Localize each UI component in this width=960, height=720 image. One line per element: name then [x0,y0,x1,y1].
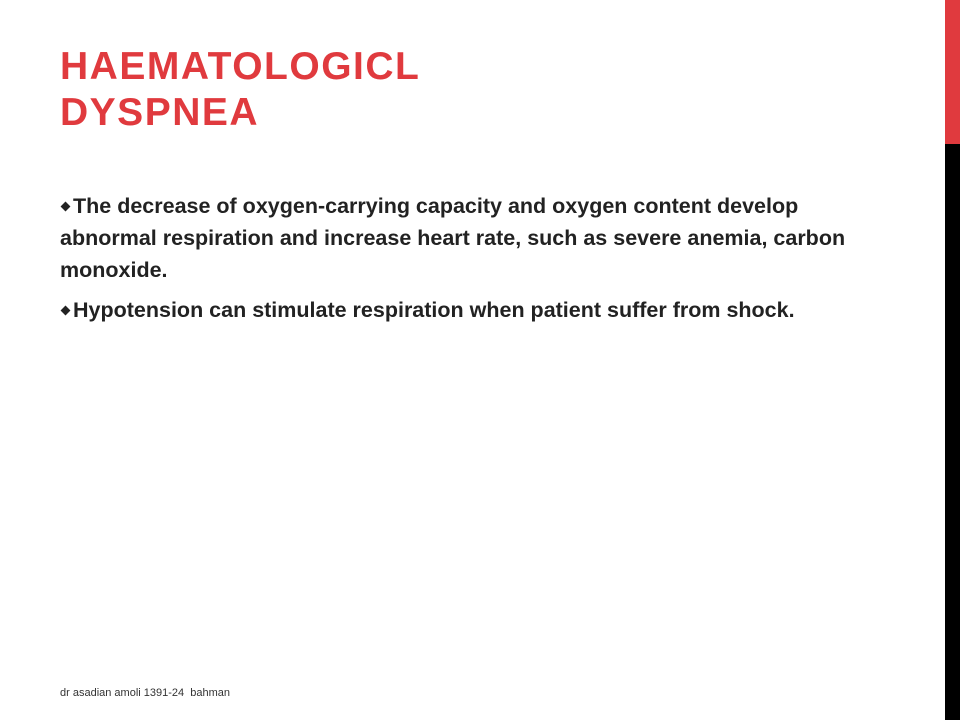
slide-title [60,44,900,136]
slide-title-line-2: DYSPNEA [60,91,260,134]
bullet-list [60,190,850,334]
slide-title-line-1: HAEMATOLOGICL [60,45,421,88]
diamond-bullet-icon [61,201,71,211]
bullet-text: Hypotension can stimulate respiration when patient suffer from shock. [73,298,795,322]
diamond-bullet-icon [61,305,71,315]
bullet-text: The decrease of oxygen-carrying capacity and oxygen content develop abnormal respiration and increase heart rate, such as severe anemia, carbon monoxide. [60,194,846,282]
bullet-item [60,190,850,286]
side-bar-accent [945,0,960,144]
footer-text: dr asadian amoli 1391-24 bahman [60,687,231,699]
bullet-item [60,294,850,326]
